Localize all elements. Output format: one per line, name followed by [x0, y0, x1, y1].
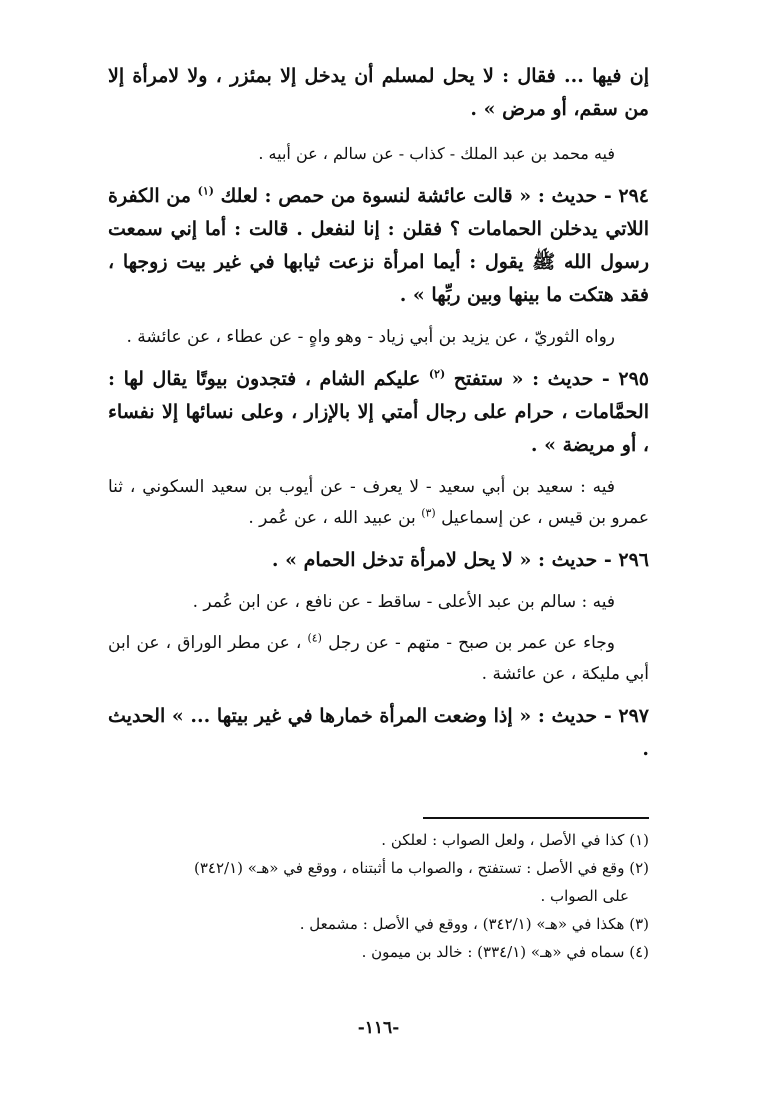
hadith-294 — [108, 180, 649, 312]
hadith-294-part1: ٢٩٤ - حديث : « قالت عائشة لنسوة من حمص : لعلك — [220, 185, 649, 207]
hadith-296-source: فيه : سالم بن عبد الأعلى - ساقط - عن نافع ، عن ابن عُمر . — [192, 592, 615, 612]
footnote-ref-3: (٣) — [421, 506, 436, 520]
footnotes — [108, 827, 649, 967]
hadith-295-part2: عليكم الشام ، فتجدون بيوتًا يقال لها : الحمَّامات ، حرام على رجال أمتي إلا بالإزار ، وعلى نسائها إلا نفساء ، أو مريضة » . — [108, 368, 649, 456]
hadith-296-source-2 — [108, 628, 649, 690]
hadith-295-source — [108, 472, 649, 534]
footnote-2: (٢) وقع في الأصل : تستفتح ، والصواب ما أثبتناه ، ووقع في «هـ» (٣٤٢/١) — [194, 859, 649, 877]
hadith-295-source-part2: بن عبيد الله ، عن عُمر . — [248, 508, 416, 528]
hadith-295-source-part1: فيه : سعيد بن أبي سعيد - لا يعرف - عن أيوب بن سعيد السكوني ، ثنا عمرو بن قيس ، عن إسماعيل — [108, 477, 649, 528]
hadith-295 — [108, 363, 649, 462]
footnote-1: (١) كذا في الأصل ، ولعل الصواب : لعلكن . — [381, 831, 649, 849]
hadith-294-part2: من الكفرة اللاتي يدخلن الحمامات ؟ فقلن : إنا لنفعل . قالت : أما إني سمعت رسول الله ﷺ يقول : أيما امرأة نزعت ثيابها في غير بيت زوجها ، فقد هتكت ما بينها وبين ربِّها » . — [108, 185, 649, 306]
hadith-294-source: رواه الثوريّ ، عن يزيد بن أبي زياد - وهو واهٍ - عن عطاء ، عن عائشة . — [126, 327, 615, 347]
intro-source-note: فيه محمد بن عبد الملك - كذاب - عن سالم ، عن أبيه . — [258, 144, 615, 163]
hadith-296-source-2-part1: وجاء عن عمر بن صبح - متهم - عن رجل — [328, 633, 616, 653]
footnote-3: (٣) هكذا في «هـ» (٣٤٢/١) ، ووقع في الأصل : مشمعل . — [299, 915, 649, 933]
footnote-ref-2: (٢) — [428, 367, 446, 381]
footnote-ref-4: (٤) — [307, 631, 322, 645]
footnote-2-continued: على الصواب . — [540, 887, 629, 905]
hadith-295-part1: ٢٩٥ - حديث : « ستفتح — [453, 368, 649, 390]
hadith-296-source-2-part2: ، عن مطر الوراق ، عن ابن أبي مليكة ، عن عائشة . — [108, 633, 649, 684]
hadith-297: ٢٩٧ - حديث : « إذا وضعت المرأة خمارها في غير بيتها ... » الحديث . — [108, 705, 649, 760]
footnote-ref-1: (١) — [197, 184, 214, 198]
main-text — [108, 60, 649, 766]
hadith-296: ٢٩٦ - حديث : « لا يحل لامرأة تدخل الحمام » . — [271, 549, 649, 571]
footnote-4: (٤) سماه في «هـ» (٣٣٤/١) : خالد بن ميمون . — [361, 943, 649, 961]
intro-hadith-text: إن فيها ... فقال : لا يحل لمسلم أن يدخل إلا بمئزر ، ولا لامرأة إلا من سقم، أو مرض » . — [108, 65, 649, 120]
footnote-divider — [423, 817, 649, 819]
page-number: -١١٦- — [357, 1018, 400, 1038]
